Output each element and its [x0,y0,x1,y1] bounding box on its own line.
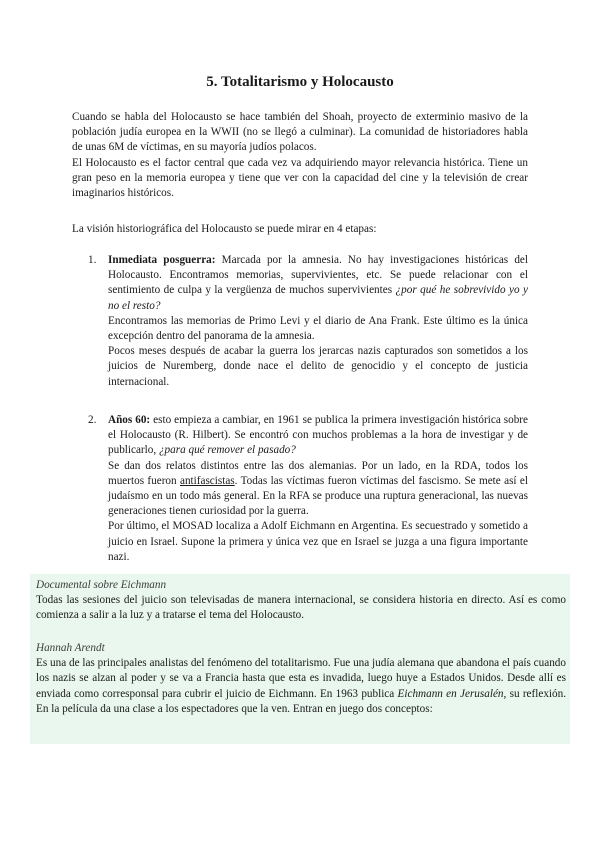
list-heading: Inmediata posguerra: [108,254,216,266]
arendt-text [36,656,566,717]
quoted-question: ¿por qué he sobrevivido yo y no el resto? [108,284,528,312]
underlined-term: antifascistas [179,474,235,487]
arendt-text-part: Es una de las principales analistas del fenómeno del totalitarismo. Fue una judía alemana que abandona el país cuando los nazis se alzan al poder y se va a Francia hasta que esta es invadida, luego huye a Estados Unidos. Desde allí es enviada como corresponsal para cubrir el juicio de Eichmann. En 1963 publica [36,657,566,700]
documental-text: Todas las sesiones del juicio son televisadas de manera internacional, se considera historia en directo. Así es como comienza a salir a la luz y a tratarse el tema del Holocausto. [36,594,566,622]
documental-section [36,578,566,624]
list-item-paragraph [108,253,528,314]
list-text: esto empieza a cambiar, en 1961 se publica la primera investigación histórica sobre el Holocausto (R. Hilbert). Se encontró con muchos problemas a la hora de investigar y de publicarlo, [108,414,529,457]
stages-intro [72,222,528,237]
list-text: Marcada por la amnesia. No hay investigaciones históricas del Holocausto. Encontramos memorias, supervivientes, etc. Se puede relacionar con el sentimiento de culpa y la vergüenza de muchos supervivientes [108,254,528,297]
intro-paragraph-1: Cuando se habla del Holocausto se hace también del Shoah, proyecto de exterminio masivo de la población judía europea en la WWII (no se llegó a culminar). La comunidad de historiadores habla de unas 6M de víctimas, en su mayoría judíos polacos. [72,111,528,154]
page-title: 5. Totalitarismo y Holocausto [206,74,394,90]
list-text-part: Se dan dos relatos distintos entre las dos alemanias. Por un lado, en la RDA, todos los muertos fueron [108,459,528,487]
documental-title: Documental sobre Eichmann [36,579,167,591]
list-item [88,253,528,390]
list-item-paragraph-2: Encontramos las memorias de Primo Levi y el diario de Ana Frank. Este último es la única excepción dentro del panorama de la amnesia. [108,314,528,343]
list-item-body [108,253,528,390]
list-item-paragraph-2 [108,459,528,520]
arendt-title: Hannah Arendt [36,642,105,654]
list-item-paragraph-3: Pocos meses después de acabar la guerra los jerarcas nazis capturados son sometidos a los juicios de Nuremberg, donde nace el delito de genocidio y el concepto de justicia internacional. [108,345,528,388]
list-heading: Años 60: [108,414,151,426]
intro-paragraph-2: El Holocausto es el factor central que cada vez va adquiriendo mayor relevancia histórica. Tiene un gran peso en la memoria europea y tiene que ver con la capacidad del cine y la televisión de crear imaginarios históricos. [72,156,528,200]
list-number: 2. [88,414,97,426]
list-item [88,413,528,565]
list-text-part: . Todas las víctimas fueron víctimas del fascismo. Se mete así el judaísmo en un todo más general. En la RFA se produce una ruptura generacional, las nuevas generaciones tienen curiosidad por la guerra. [108,474,528,518]
quoted-question: ¿para qué remover el pasado? [158,444,296,457]
arendt-text-part: , su reflexión. En la película da una clase a los espectadores que la ven. Entran en juego dos conceptos: [36,687,567,715]
book-title: Eichmann en Jerusalén [397,687,504,700]
list-item-paragraph-3: Por último, el MOSAD localiza a Adolf Eichmann en Argentina. Es secuestrado y sometido a juicio en Israel. Supone la primera y única vez que en Israel se juzga a una figura importante nazi. [108,520,528,563]
list-number: 1. [88,254,97,266]
arendt-section [36,641,566,717]
stages-intro-text: La visión historiográfica del Holocausto se puede mirar en 4 etapas: [72,223,377,235]
list-item-body [108,413,528,565]
list-item-paragraph [108,413,528,459]
intro-section [72,110,528,201]
